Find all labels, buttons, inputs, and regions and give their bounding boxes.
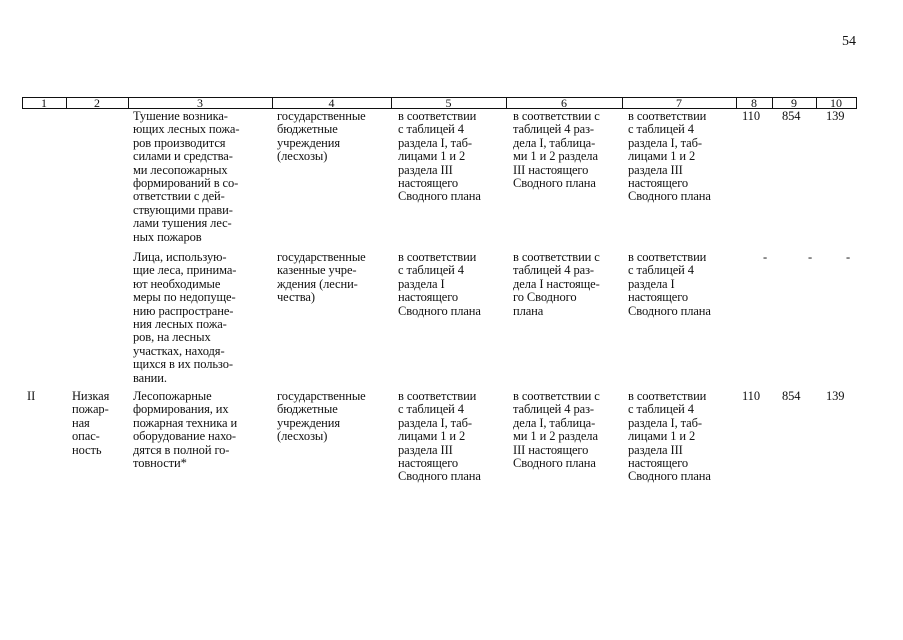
page-number: 54	[842, 34, 856, 49]
responsible-cell: государственные казенные учре- ждения (лесни- чества)	[277, 250, 366, 305]
value-cell-9: 854	[782, 109, 801, 123]
header-cell-8: 8	[736, 97, 772, 109]
header-cell-5: 5	[391, 97, 506, 109]
fire-danger-class-cell: Низкая пожар- ная опас- ность	[72, 389, 110, 457]
measure-cell: Лица, использую- щие леса, принима- ют необходимые меры по недопуще- нию распростране- ния лесных пожа- ров, на лесных участках, находя- щихся в их пользо- вании.	[133, 250, 237, 385]
reference-cell-5: в соответствии с таблицей 4 раздела I, таб- лицами 1 и 2 раздела III настоящего Сводного плана	[398, 389, 481, 484]
reference-cell-5: в соответствии с таблицей 4 раздела I настоящего Сводного плана	[398, 250, 481, 318]
value-cell-9: 854	[782, 389, 801, 403]
table-border	[816, 97, 817, 109]
reference-cell-6: в соответствии с таблицей 4 раз- дела I, таблица- ми 1 и 2 раздела III настоящего Сводного плана	[513, 109, 600, 191]
table-border	[856, 97, 857, 109]
table-border	[506, 97, 507, 109]
value-cell-8: 110	[742, 389, 760, 403]
reference-cell-7: в соответствии с таблицей 4 раздела I, таб- лицами 1 и 2 раздела III настоящего Сводного плана	[628, 389, 711, 484]
reference-cell-7: в соответствии с таблицей 4 раздела I настоящего Сводного плана	[628, 250, 711, 318]
responsible-cell: государственные бюджетные учреждения (лесхозы)	[277, 389, 366, 444]
table-border	[66, 97, 67, 109]
table-border	[736, 97, 737, 109]
table-border	[772, 97, 773, 109]
table-border	[22, 97, 23, 109]
table-border	[128, 97, 129, 109]
header-cell-4: 4	[272, 97, 391, 109]
value-cell-10: -	[846, 250, 851, 264]
value-cell-10: 139	[826, 109, 845, 123]
header-cell-3: 3	[128, 97, 272, 109]
table-border	[391, 97, 392, 109]
table-border	[272, 97, 273, 109]
header-cell-2: 2	[66, 97, 128, 109]
table-header-row	[0, 0, 903, 120]
header-cell-1: 1	[22, 97, 66, 109]
reference-cell-6: в соответствии с таблицей 4 раз- дела I настояще- го Сводного плана	[513, 250, 600, 318]
reference-cell-6: в соответствии с таблицей 4 раз- дела I, таблица- ми 1 и 2 раздела III настоящего Сводного плана	[513, 389, 600, 471]
reference-cell-5: в соответствии с таблицей 4 раздела I, таб- лицами 1 и 2 раздела III настоящего Сводного плана	[398, 109, 481, 204]
header-cell-7: 7	[622, 97, 736, 109]
level-number-cell: II	[27, 389, 36, 403]
measure-cell: Тушение возника- ющих лесных пожа- ров производится силами и средства- ми лесопожарных формирований в со- ответствии с дей- ствующими прави- лами тушения лес- ных пожаров	[133, 109, 240, 244]
measure-cell: Лесопожарные формирования, их пожарная техника и оборудование нахо- дятся в полной го- товности*	[133, 389, 238, 471]
value-cell-9: -	[808, 250, 813, 264]
responsible-cell: государственные бюджетные учреждения (лесхозы)	[277, 109, 366, 164]
reference-cell-7: в соответствии с таблицей 4 раздела I, таб- лицами 1 и 2 раздела III настоящего Сводного плана	[628, 109, 711, 204]
header-cell-10: 10	[816, 97, 856, 109]
header-cell-9: 9	[772, 97, 816, 109]
header-cell-6: 6	[506, 97, 622, 109]
value-cell-8: 110	[742, 109, 760, 123]
table-border	[622, 97, 623, 109]
value-cell-10: 139	[826, 389, 845, 403]
value-cell-8: -	[763, 250, 768, 264]
